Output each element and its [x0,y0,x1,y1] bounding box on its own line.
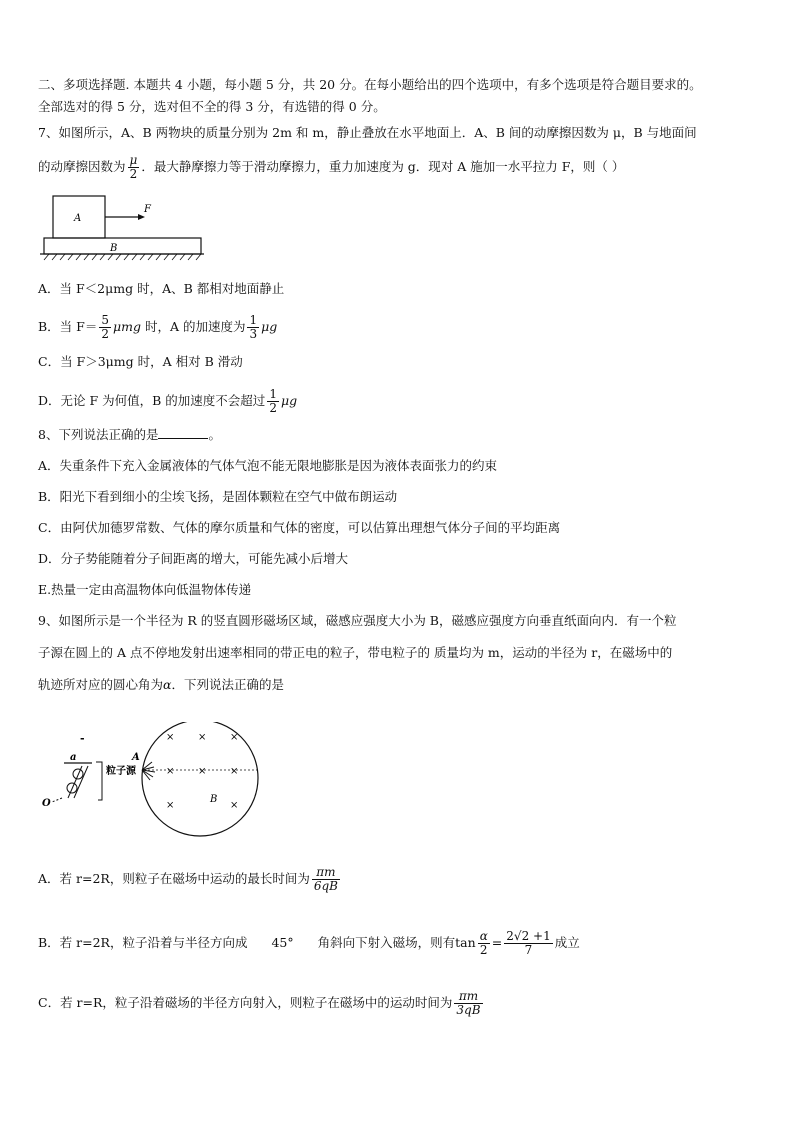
cross-1: × [166,732,175,743]
q9-optb-end: 成立 [554,935,580,950]
q7-friction-fraction [128,154,140,181]
q9-stem-line2: 子源在圆上的 A 点不停地发射出速率相同的带正电的粒子，带电粒子的 质量均为 m，运动的半径为 r，在磁场中的 [38,645,673,660]
q9-opta-den: 6qB [313,879,338,893]
q9-optb-frac2 [504,930,552,957]
q9-optb-f2-den: 7 [524,943,533,957]
q9-stem3-post: ．下列说法正确的是 [171,677,284,692]
q9-fig-label-o: O [42,798,51,809]
q7-fig-label-b: B [110,243,118,254]
q8-stem-pre: 8、下列说法正确的是 [38,427,159,442]
q9-fig-label-minus: - [80,732,85,745]
q9-optb-f2-num: 2√2 +1 [506,929,551,943]
q7-stem-pre: 的动摩擦因数为 [38,159,126,174]
q7-optb-frac1-den: 2 [101,327,109,341]
cross-4: × [166,766,175,777]
q7-option-b [38,314,277,341]
ground-hatching [44,254,201,260]
q7-option-c: C．当 F＞3μmg 时，A 相对 B 滑动 [38,354,243,369]
field-crosses [166,732,238,811]
q9-optc-frac [454,990,482,1017]
q8-stem-post: 。 [208,427,221,442]
q9-alpha-symbol: α [163,677,172,692]
q9-stem-line1: 9、如图所示是一个半径为 R 的竖直圆形磁场区域，磁感应强度大小为 B，磁感应强度方向垂直纸面向内．有一个粒 [38,613,677,628]
q9-opta-frac [312,866,340,893]
q7-option-a: A．当 F＜2μmg 时，A、B 都相对地面静止 [38,281,285,296]
q7-option-d [38,388,297,415]
cross-6: × [230,766,239,777]
q7-optb-mid: 时，A 的加速度为 [140,319,246,334]
q9-optb-angle: 45° [271,935,294,950]
q9-optc-den: 3qB [456,1003,481,1017]
q9-opta-pre: A．若 r=2R，则粒子在磁场中运动的最长时间为 [38,871,310,886]
q9-opta-num: πm [312,866,340,880]
q9-optb-mid: 角斜向下射入磁场，则有 [317,935,456,950]
q8-option-a: A．失重条件下充入金属液体的气体气泡不能无限地膨胀是因为液体表面张力的约束 [38,458,498,473]
q8-answer-blank [158,426,208,439]
section-heading-line2: 全部选对的得 5 分，选对但不全的得 3 分，有选错的得 0 分。 [38,99,386,114]
q7-optd-pre: D．无论 F 为何值，B 的加速度不会超过 [38,393,266,408]
cross-2: × [198,732,207,743]
q9-fig-label-b: B [210,794,218,805]
q7-stem-line2 [38,154,624,181]
q7-blocks-figure [38,194,208,266]
q9-stem3-pre: 轨迹所对应的圆心角为 [38,677,164,692]
q8-option-b: B．阳光下看到细小的尘埃飞扬，是固体颗粒在空气中做布朗运动 [38,489,398,504]
q7-optd-frac-den: 2 [269,401,277,415]
q9-optb-f1-den: 2 [479,943,488,957]
q9-optb-frac1 [478,930,490,957]
q7-optb-frac1-num: 5 [101,313,109,327]
cross-8: × [230,800,239,811]
q7-stem-post: ．最大静摩擦力等于滑动摩擦力，重力加速度为 g．现对 A 施加一水平拉力 F，则（ ） [141,159,625,174]
q7-optb-mumg: μmg [112,319,141,334]
cross-5: × [198,766,207,777]
q8-option-d: D．分子势能随着分子间距离的增大，可能先减小后增大 [38,551,349,566]
q9-fig-label-small-a: a [70,752,77,763]
q9-optb-tan: tan [455,935,476,950]
q7-optd-mug: μg [280,393,298,408]
q7-optd-frac [267,388,279,415]
q7-stem-line1: 7、如图所示，A、B 两物块的质量分别为 2m 和 m，静止叠放在水平地面上．A、B 间的动摩擦因数为 μ，B 与地面间 [38,125,697,140]
section-heading-line1: 二、多项选择题. 本题共 4 小题，每小题 5 分，共 20 分。在每小题给出的四个选项中，有多个选项是符合题目要求的。 [38,77,702,92]
q7-optb-frac2-den: 3 [249,327,258,341]
q9-magnetic-field-figure [38,722,338,848]
q9-optc-num: πm [454,990,482,1004]
q9-fig-label-point-a: A [132,752,140,763]
q7-frac-den: 2 [129,167,138,181]
q9-fig-label-source: 粒子源 [106,766,136,777]
q9-optc-pre: C．若 r=R，粒子沿着磁场的半径方向射入，则粒子在磁场中的运动时间为 [38,995,453,1010]
q7-frac-num: μ [129,153,138,167]
q8-stem [38,426,221,444]
q9-stem-line3 [38,676,284,694]
q7-optb-frac2-num: 1 [249,313,258,327]
q7-optd-frac-num: 1 [269,387,277,401]
cross-3: × [230,732,239,743]
q9-optb-pre: B．若 r=2R，粒子沿着与半径方向成 [38,935,248,950]
q9-optb-eq: = [491,935,503,950]
cross-7: × [166,800,175,811]
q7-optb-frac1 [99,314,111,341]
q9-option-b [38,930,580,957]
q8-option-e: E.热量一定由高温物体向低温物体传递 [38,582,252,597]
q7-optb-mug: μg [261,319,278,334]
q7-fig-label-a: A [74,213,82,224]
q9-option-c [38,990,485,1017]
q9-optb-f1-num: α [479,929,488,943]
q9-option-a [38,866,342,893]
q7-fig-label-f: F [144,204,151,215]
q7-optb-pre: B．当 F＝ [38,319,98,334]
q8-option-c: C．由阿伏加德罗常数、气体的摩尔质量和气体的密度，可以估算出理想气体分子间的平均距离 [38,520,561,535]
q7-optb-frac2 [247,314,259,341]
